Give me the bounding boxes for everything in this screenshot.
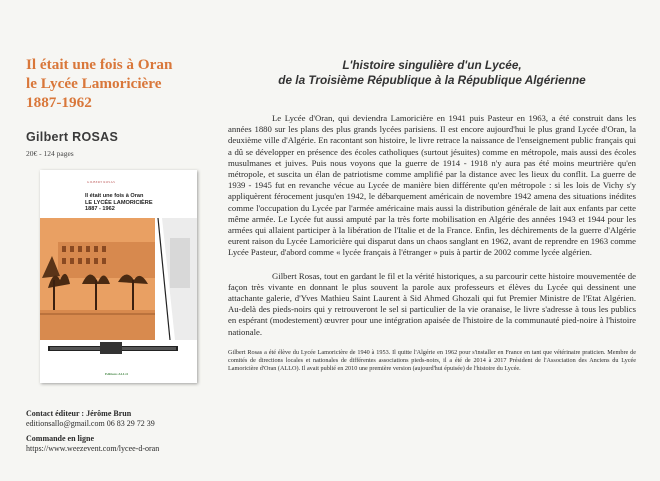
book-price: 20€ - 124 pages	[26, 149, 74, 158]
book-author: Gilbert ROSAS	[26, 130, 119, 144]
book-title-line-3: 1887-1962	[26, 94, 92, 111]
article-headline	[228, 58, 636, 88]
cover-author: GILBERT ROSAS	[87, 180, 116, 184]
contact-block	[26, 409, 216, 454]
article	[228, 58, 636, 374]
editor-contact-label: Contact éditeur : Jérôme Brun	[26, 409, 132, 418]
cover-title-line-3: 1887 - 1962	[85, 206, 115, 213]
book-cover	[40, 170, 197, 383]
cover-publisher: Editions ALLO	[105, 372, 129, 376]
headline-line-2: de la Troisième République à la République Algérienne	[278, 73, 586, 87]
cover-title	[85, 193, 185, 213]
book-title	[26, 55, 206, 112]
editor-contact-line[interactable]: editionsallo@gmail.com 06 83 29 72 39	[26, 419, 155, 428]
order-label: Commande en ligne	[26, 434, 94, 443]
sidebar	[26, 55, 206, 158]
headline-line-1: L'histoire singulière d'un Lycée,	[342, 58, 522, 72]
cover-title-line-2: LE LYCÉE LAMORICIÈRE	[85, 199, 153, 206]
book-title-line-1: Il était une fois à Oran	[26, 56, 173, 73]
article-paragraph-2: Gilbert Rosas, tout en gardant le fil et la vérité historiques, a su parcourir cette histoire mouvementée de façon très vivante en donnant le plus souvent la parole aux professeurs et élèves du Lycée qui dessinent une attachante galerie, d'Yves Mathieu Saint Laurent à Sid Ahmed Ghozali qui fut Premier Ministre de l'Etat Algérien. Au-delà des pieds-noirs qui y retrouveront le sel si particulier de la vie oranaise, le livre s'adresse à tous les publics en espérant (modestement) œuvrer pour une intégration apaisée de l'histoire de la communauté pied-noire à l'histoire nationale.	[228, 270, 636, 337]
article-paragraph-1: Le Lycée d'Oran, qui deviendra Lamoricière en 1941 puis Pasteur en 1963, a été construit dans les années 1880 sur les plans des plus grands lycées parisiens. Il est encore aujourd'hui le plus grand Lycée d'Oran, la deuxième ville d'Algérie. En racontant son histoire, le livre retrace la naissance de l'enseignement public français qui a dû se développer en présence des écoles catholiques (surtout jésuites) comme en métropole, mais aussi des écoles musulmanes et juives. Puis nous voyons que la guerre de 1914 - 1918 n'y aura pas été moins meurtrière qu'en métropole, et suscita un élan de patriotisme comme amplifié par la distance avec les lieux du conflit. La guerre de 1939 - 1945 fut en revanche vécue au Lycée de manière bien différente qu'en métropole : si les lois de Vichy s'y appliquèrent férocement jusqu'en 1942, le débarquement américain de novembre 1942 amena des situations inédites comme l'occupation du Lycée par l'armée américaine mais aussi la distribution générale de lait aux enfants par cette même armée. Le Lycée fut aussi amputé par la très forte mobilisation en Algérie des années 1943 et 1944 pour les armées qui allaient participer à la libération de l'Italie et de la France. Enfin, les déchirements de la guerre d'Algérie eurent raison du Lycée Lamoricière qui disparut dans un chaos sanglant en 1962, avant de reprendre en 1963 comme Lycée Pasteur, d'abord comme « lycée français à l'étranger » puis à partir de 2002 comme lycée algérien.	[228, 113, 636, 258]
cover-photo-illustration	[40, 218, 197, 358]
author-bio: Gilbert Rosas a été élève du Lycée Lamoricière de 1940 à 1953. Il quitte l'Algérie en 1962 pour s'installer en France en tant que vétérinaire praticien. Membre de comités de directions locales et nationales de différentes associations pieds-noirs, il a été de 2014 à 2017 Président de l'Association des Anciens du Lycée Lamoricière d'Oran (ALLO). Il avait publié en 2010 une première version (aujourd'hui épuisée) de l'histoire du Lycée.	[228, 348, 636, 373]
book-title-line-2: le Lycée Lamoricière	[26, 75, 162, 92]
cover-title-line-1: Il était une fois à Oran	[85, 193, 144, 199]
order-link[interactable]: https://www.weezevent.com/lycee-d-oran	[26, 444, 160, 453]
